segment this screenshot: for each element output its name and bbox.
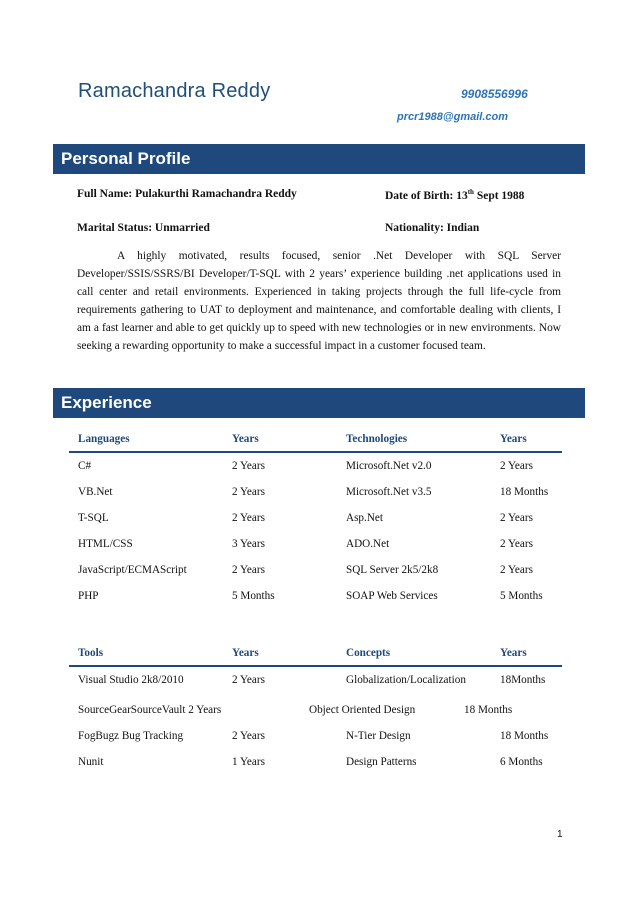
- col-header-technologies: Technologies: [337, 427, 491, 452]
- table-row: [69, 666, 562, 693]
- col-header-languages: Languages: [69, 427, 223, 452]
- date-of-birth-field: [385, 188, 524, 202]
- col-header-years: Years: [223, 641, 337, 666]
- table-cell: 18 Months: [500, 730, 549, 742]
- full-name-field: Full Name: Pulakurthi Ramachandra Reddy: [77, 188, 297, 200]
- table-row: [69, 479, 562, 505]
- table-cell: Globalization/Localization: [346, 674, 466, 686]
- table-cell: FogBugz Bug Tracking: [78, 730, 184, 742]
- col-header-years: Years: [491, 427, 562, 452]
- nationality-field: Nationality: Indian: [385, 222, 480, 234]
- table-cell: Asp.Net: [346, 512, 383, 524]
- table-cell: PHP: [78, 590, 99, 602]
- tools-row-sourcevault-concept-years: 18 Months: [464, 704, 513, 716]
- table-cell: 2 Years: [500, 460, 533, 472]
- table-cell: 1 Years: [232, 756, 265, 768]
- tools-table: [69, 641, 562, 693]
- skills-table: [69, 427, 562, 609]
- table-row: [69, 557, 562, 583]
- table-row: [69, 531, 562, 557]
- profile-summary: A highly motivated, results focused, senior .Net Developer with SQL Server Developer/SSIS/SSRS/BI Developer/T-SQL with 2 years’ experience building .net applications used in call center and retail environments. Experienced in taking projects through the full life-cycle from requirements gathering to UAT to deployment and maintenance, and comfortable dealing with clients, I am a fast learner and able to get quickly up to speed with new technologies or in new environments. Now seeking a rewarding opportunity to make a successful impact in a customer focused team.: [77, 250, 561, 352]
- table-cell: 6 Months: [500, 756, 543, 768]
- table-cell: Microsoft.Net v3.5: [346, 486, 432, 498]
- table-row: [69, 749, 562, 775]
- table-cell: 5 Months: [232, 590, 275, 602]
- personal-profile-heading: Personal Profile: [53, 144, 585, 174]
- dob-suffix: Sept 1988: [473, 189, 525, 202]
- col-header-tools: Tools: [69, 641, 223, 666]
- experience-heading: Experience: [53, 388, 585, 418]
- tools-row-sourcevault-concept: Object Oriented Design: [309, 704, 416, 716]
- col-header-years: Years: [223, 427, 337, 452]
- table-cell: JavaScript/ECMAScript: [78, 564, 187, 576]
- table-cell: Design Patterns: [346, 756, 417, 768]
- dob-superscript: th: [467, 188, 474, 196]
- table-cell: 2 Years: [500, 512, 533, 524]
- table-cell: 2 Years: [232, 564, 265, 576]
- table-cell: Nunit: [78, 756, 104, 768]
- col-header-years: Years: [491, 641, 562, 666]
- table-row: [69, 505, 562, 531]
- table-row: [69, 723, 562, 749]
- dob-prefix: Date of Birth: 13: [385, 189, 468, 202]
- page-number: 1: [557, 829, 563, 840]
- tools-table-continued: [69, 723, 562, 775]
- table-cell: SQL Server 2k5/2k8: [346, 564, 439, 576]
- table-cell: 18 Months: [500, 486, 549, 498]
- table-cell: 2 Years: [500, 564, 533, 576]
- table-cell: N-Tier Design: [346, 730, 411, 742]
- phone-number: 9908556996: [461, 87, 528, 101]
- table-cell: C#: [78, 460, 92, 472]
- table-cell: VB.Net: [78, 486, 113, 498]
- marital-status-field: Marital Status: Unmarried: [77, 222, 210, 234]
- tools-table-header: [69, 641, 562, 666]
- table-cell: ADO.Net: [346, 538, 390, 550]
- table-cell: 2 Years: [500, 538, 533, 550]
- table-cell: 2 Years: [232, 512, 265, 524]
- skills-table-header: [69, 427, 562, 452]
- table-cell: 2 Years: [232, 674, 265, 686]
- table-cell: 2 Years: [232, 460, 265, 472]
- table-cell: 2 Years: [232, 730, 265, 742]
- table-cell: 5 Months: [500, 590, 543, 602]
- table-cell: SOAP Web Services: [346, 590, 438, 602]
- table-cell: 3 Years: [232, 538, 265, 550]
- table-cell: 18Months: [500, 674, 546, 686]
- table-row: [69, 583, 562, 609]
- table-cell: T-SQL: [78, 512, 109, 524]
- table-cell: HTML/CSS: [78, 538, 133, 550]
- table-cell: Microsoft.Net v2.0: [346, 460, 432, 472]
- table-cell: 2 Years: [232, 486, 265, 498]
- table-row: [69, 452, 562, 479]
- tools-row-sourcevault-tool: SourceGearSourceVault 2 Years: [78, 704, 222, 716]
- candidate-name: Ramachandra Reddy: [78, 80, 271, 102]
- email-address: prcr1988@gmail.com: [397, 111, 508, 123]
- col-header-concepts: Concepts: [337, 641, 491, 666]
- table-cell: Visual Studio 2k8/2010: [78, 674, 184, 686]
